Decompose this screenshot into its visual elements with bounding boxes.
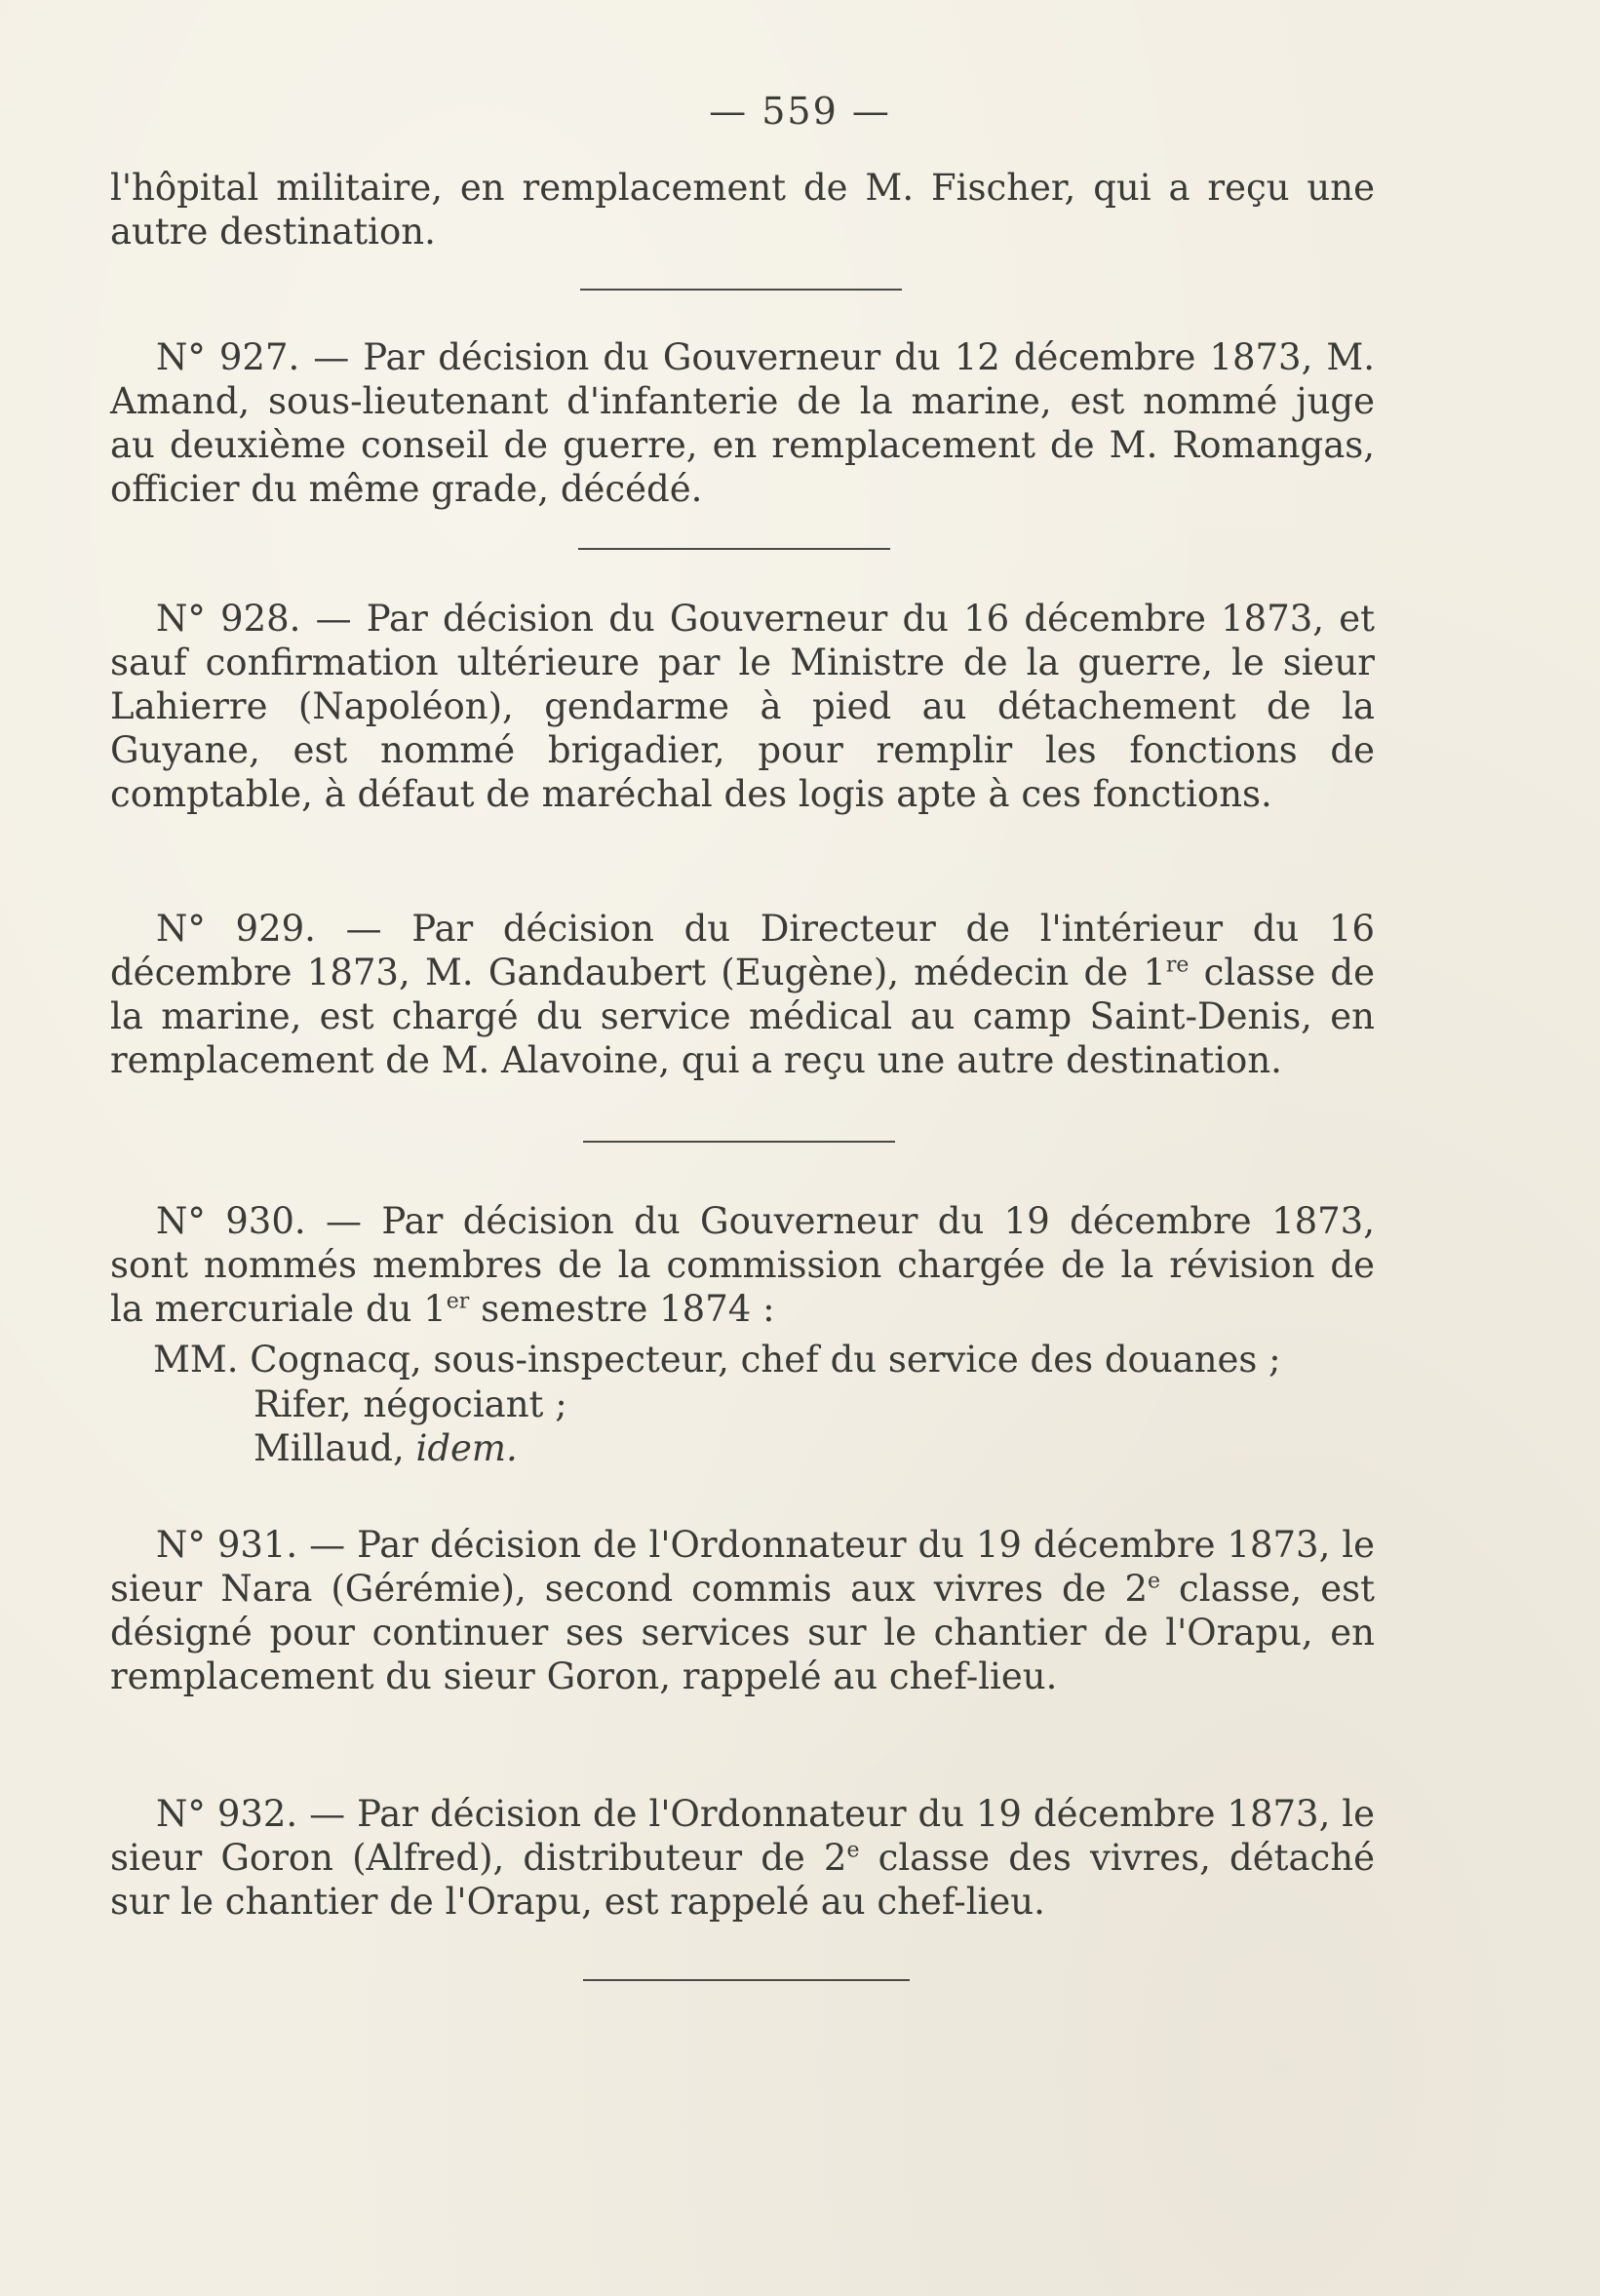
decision-929 [110, 907, 1375, 1082]
decision-928 [110, 597, 1375, 816]
section-divider [583, 1979, 910, 1981]
decision-931-text-a: N° 931. — Par décision de l'Ordonnateur du 19 décembre 1873, le sieur Nara (Gérémie), second commis aux vivres de 2 [110, 1524, 1375, 1610]
decision-931-sup: e [1148, 1569, 1161, 1594]
decision-932-text-a: N° 932. — Par décision de l'Ordonnateur du 19 décembre 1873, le sieur Goron (Alfred), distributeur de 2 [110, 1793, 1375, 1879]
decision-930-text [110, 1199, 1375, 1331]
member-line [254, 1426, 567, 1470]
decision-929-text-b: classe de la marine, est chargé du service médical au camp Saint-Denis, en remplacement de M. Alavoine, qui a reçu une autre destination. [110, 952, 1375, 1081]
decision-932-sup: e [846, 1838, 860, 1863]
decision-931-text-b: classe, est désigné pour continuer ses services sur le chantier de l'Orapu, en remplacement du sieur Goron, rappelé au chef-lieu. [110, 1568, 1375, 1697]
member-name: Millaud, [254, 1427, 405, 1469]
decision-932-text [110, 1792, 1375, 1924]
decision-929-text [110, 907, 1375, 1082]
commission-members-cont [254, 1382, 567, 1470]
decision-930-text-a: N° 930. — Par décision du Gouverneur du 19 décembre 1873, sont nommés membres de la commission chargée de la révision de la mercuriale du 1 [110, 1200, 1375, 1330]
decision-930-sup: er [446, 1289, 470, 1314]
decision-929-sup: re [1165, 953, 1190, 978]
section-divider [580, 289, 902, 291]
continuation-paragraph [110, 166, 1375, 253]
continuation-text: l'hôpital militaire, en remplacement de M. Fischer, qui a reçu une autre destination. [110, 167, 1375, 253]
decision-930-text-b: semestre 1874 : [469, 1288, 775, 1330]
page-number: — 559 — [709, 90, 891, 133]
decision-932-text-b: classe des vivres, détaché sur le chantier de l'Orapu, est rappelé au chef-lieu. [110, 1837, 1375, 1923]
member-line: MM. Cognacq, sous-inspecteur, chef du service des douanes ; [153, 1339, 1281, 1381]
decision-928-text: N° 928. — Par décision du Gouverneur du 16 décembre 1873, et sauf confirmation ultérieure par le Ministre de la guerre, le sieur Lahierre (Napoléon), gendarme à pied au détachement de la Guyane, est nommé brigadier, pour remplir les fonctions de comptable, à défaut de maréchal des logis apte à ces fonctions. [110, 598, 1375, 815]
commission-members [153, 1338, 1281, 1381]
member-line: Rifer, négociant ; [254, 1383, 567, 1425]
decision-931 [110, 1523, 1375, 1698]
section-divider [583, 1141, 895, 1143]
decision-932 [110, 1792, 1375, 1924]
section-divider [578, 548, 890, 550]
decision-930 [110, 1199, 1375, 1331]
decision-929-text-a: N° 929. — Par décision du Directeur de l'intérieur du 16 décembre 1873, M. Gandaubert (Eugène), médecin de 1 [110, 908, 1375, 993]
decision-927 [110, 335, 1375, 511]
decision-931-text [110, 1523, 1375, 1698]
decision-927-text: N° 927. — Par décision du Gouverneur du 12 décembre 1873, M. Amand, sous-lieutenant d'infanterie de la marine, est nommé juge au deuxième conseil de guerre, en remplacement de M. Romangas, officier du même grade, décédé. [110, 336, 1375, 510]
idem-text: idem. [415, 1427, 518, 1469]
